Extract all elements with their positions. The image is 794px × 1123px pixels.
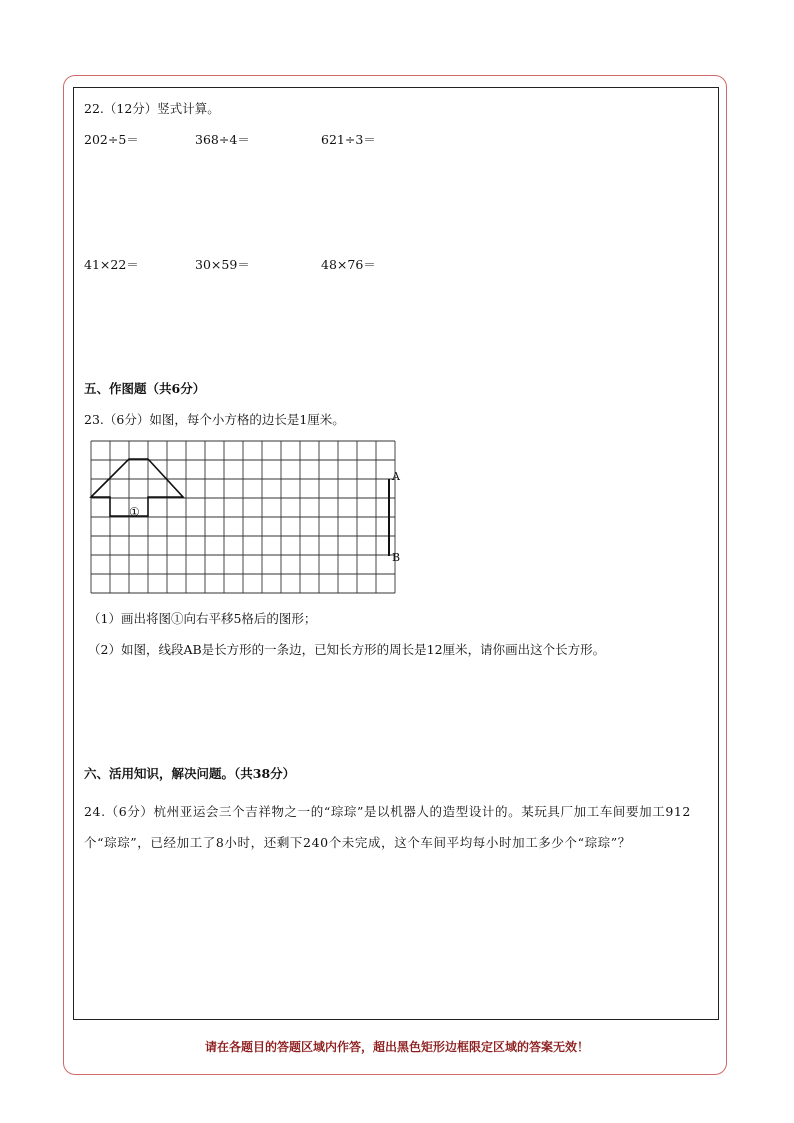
q22-problem-1: 202÷5＝ [84, 132, 139, 147]
q22-problem-5: 30×59＝ [195, 257, 250, 272]
q23-title: 23.（6分）如图，每个小方格的边长是1厘米。 [84, 412, 345, 427]
q22-problem-6: 48×76＝ [321, 257, 376, 272]
section5-heading: 五、作图题（共6分） [84, 381, 206, 396]
q23-part2: （2）如图，线段AB是长方形的一条边，已知长方形的周长是12厘米，请你画出这个长方形。 [88, 642, 606, 657]
q22-problem-3: 621÷3＝ [321, 132, 376, 147]
q22-problem-4: 41×22＝ [84, 257, 139, 272]
q23-part1: （1）画出将图①向右平移5格后的图形； [88, 611, 317, 626]
shape-label: ① [129, 505, 140, 519]
point-b-label: B [392, 551, 401, 564]
q22-title: 22.（12分）竖式计算。 [84, 101, 220, 116]
point-a-label: A [392, 470, 400, 483]
section6-heading: 六、活用知识，解决问题。（共38分） [84, 766, 296, 781]
footer-note: 请在各题目的答题区域内作答，超出黑色矩形边框限定区域的答案无效！ [204, 1040, 589, 1054]
q23-grid-figure [85, 440, 405, 600]
q22-problem-2: 368÷4＝ [195, 132, 250, 147]
q24-text: 24.（6分）杭州亚运会三个吉祥物之一的“琮琮”是以机器人的造型设计的。某玩具厂加工车间要加工912个“琮琮”，已经加工了8小时，还剩下240个未完成，这个车间平均每小时加工多少个“琮琮”？ [84, 804, 691, 850]
